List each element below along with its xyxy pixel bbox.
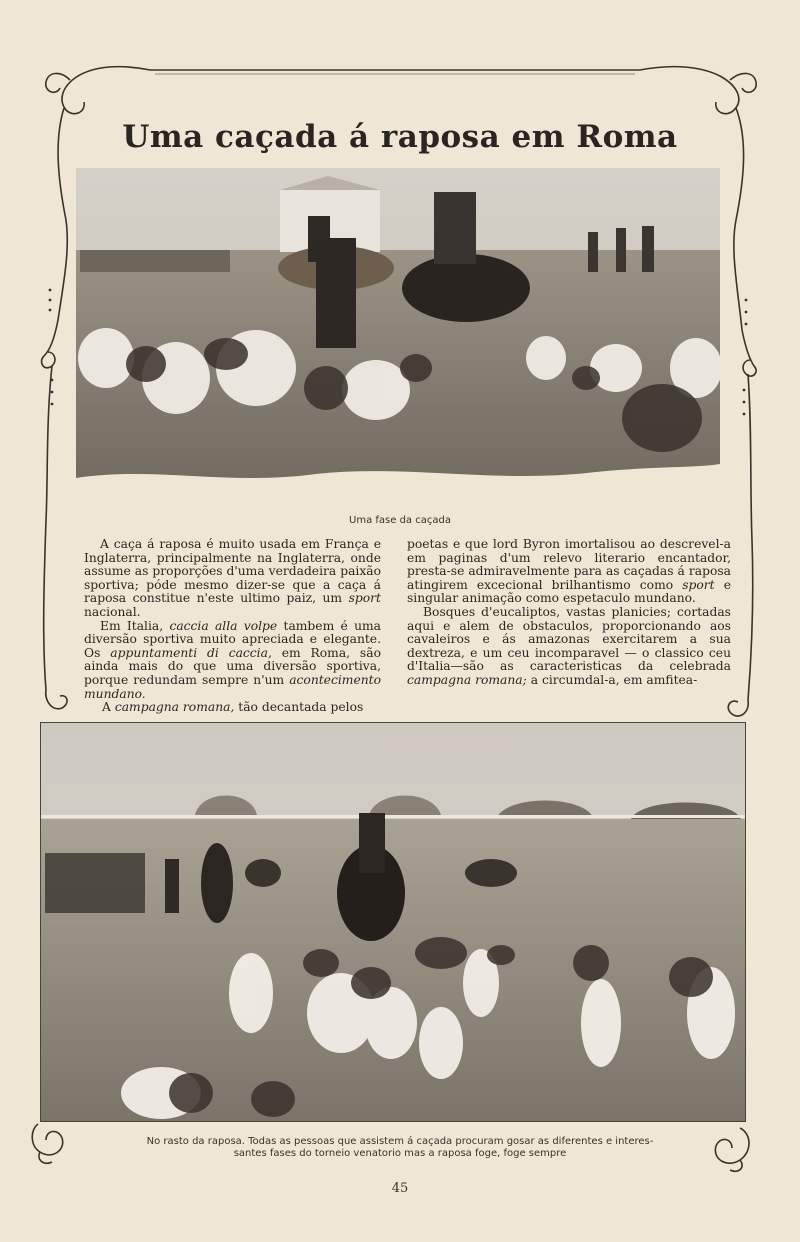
caption-line: No rasto da raposa. Todas as pessoas que assistem á caçada procuram gosar as diferentes e interes- — [146, 1136, 654, 1147]
hunt-photo-1-image — [76, 168, 720, 496]
hunt-photo-2-image — [41, 723, 745, 1121]
paragraph: A campagna romana, tão decantada pelos — [102, 700, 364, 715]
hunt-photo-2 — [40, 722, 746, 1122]
article-column-left — [84, 537, 381, 715]
paragraph: Em Italia, caccia alla volpe tambem é uma diversão sportiva muito apreciada e elegante. Os appuntamenti di caccia, em Roma, são ainda mais do que uma diversão sportiva, porque redundam sempre n'um acontecimento mundano. — [84, 618, 381, 701]
hunt-photo-1 — [76, 168, 720, 496]
article-title: Uma caçada á raposa em Roma — [122, 118, 678, 155]
caption-line: santes fases do torneio venatorio mas a raposa foge, foge sempre — [233, 1148, 567, 1159]
page-number: 45 — [391, 1181, 409, 1196]
paragraph: A caça á raposa é muito usada em França e Inglaterra, principalmente na Inglaterra, onde assume as proporções d'uma verdadeira paixão sportiva; póde mesmo dizer-se que a caça á raposa constitue n'este ultimo paiz, um sport nacional. — [84, 537, 381, 619]
article-column-right — [407, 538, 731, 710]
photo-2-caption — [70, 1136, 730, 1160]
paragraph: Bosques d'eucaliptos, vastas planicies; cortadas aqui e alem de obstaculos, proporcionando aos cavaleiros e ás amazonas exercitarem a sua dextreza, e um ceu incomparavel — o classico ceu d'Italia—são as caracteristicas da celebrada campagna romana; a circumdal-a, em amfitea- — [407, 604, 731, 687]
photo-1-caption: Uma fase da caçada — [349, 515, 451, 526]
paragraph: poetas e que lord Byron imortalisou ao descrevel-a em paginas d'um relevo literario encantador, presta-se admiravelmente para as caçadas á raposa atingirem excecional brilhantismo como sport e singular animação como espetaculo mundano. — [407, 537, 731, 606]
